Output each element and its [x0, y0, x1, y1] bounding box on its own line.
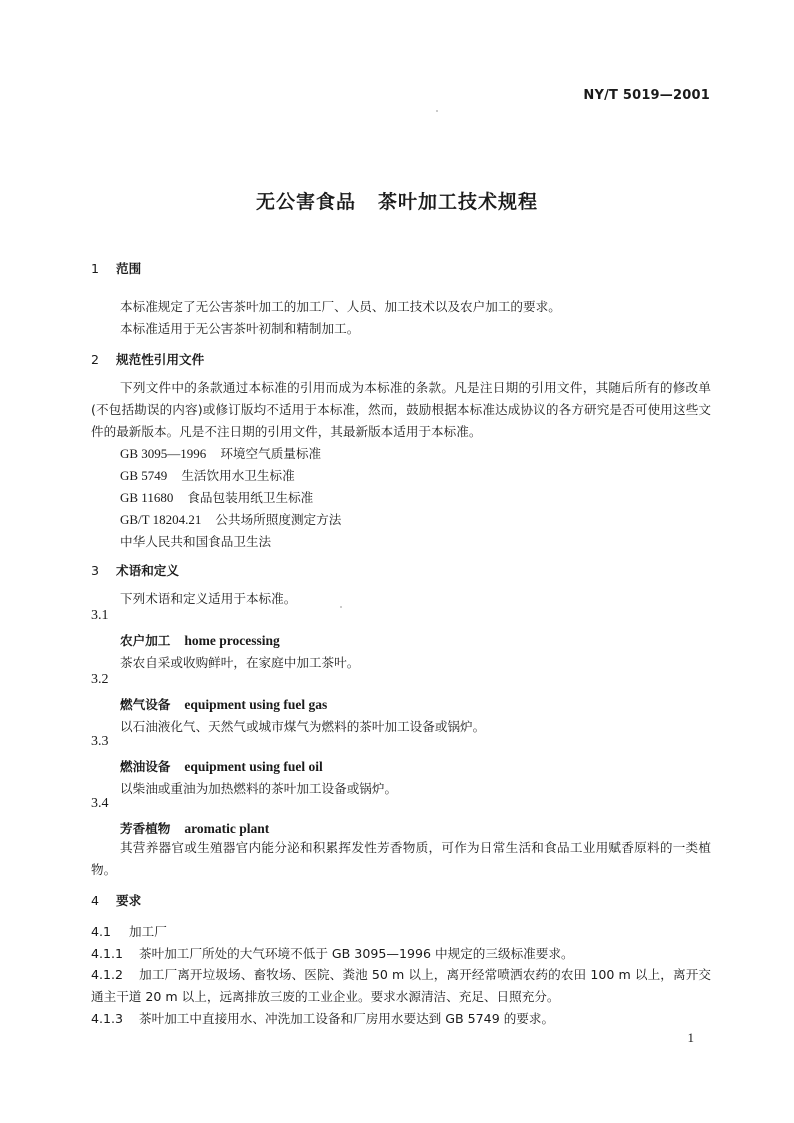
scan-speck [340, 606, 342, 608]
reference-item: 中华人民共和国食品卫生法 [120, 534, 272, 549]
reference-item: GB 3095—1996 环境空气质量标准 [120, 446, 322, 461]
section-3-intro: 下列术语和定义适用于本标准。 [120, 591, 297, 606]
page-number: 1 [687, 1030, 694, 1045]
section-4-heading: 4 要求 [91, 893, 142, 908]
term-heading: 燃油设备 equipment using fuel oil [120, 759, 323, 774]
clause-item: 4.1.2 加工厂离开垃圾场、畜牧场、医院、粪池 50 m 以上，离开经常喷洒农药的农田 100 m 以上，离开交通主干道 20 m 以上，远离排放三废的工业企业。要求水源清洁、充足、日照充分。 [91, 967, 711, 1004]
clause-item: 4.1.3 茶叶加工中直接用水、冲洗加工设备和厂房用水要达到 GB 5749 的要求。 [91, 1011, 555, 1026]
section-2-paragraph: 下列文件中的条款通过本标准的引用而成为本标准的条款。凡是注日期的引用文件，其随后所有的修改单(不包括勘误的内容)或修订版均不适用于本标准，然而，鼓励根据本标准达成协议的各方研究是否可使用这些文件的最新版本。凡是不注日期的引用文件，其最新版本适用于本标准。 [91, 380, 711, 439]
standard-number: NY/T 5019—2001 [583, 88, 710, 103]
document-title [0, 187, 794, 214]
term-definition: 以柴油或重油为加热燃料的茶叶加工设备或锅炉。 [120, 781, 398, 796]
term-heading: 芳香植物 aromatic plant [120, 821, 270, 836]
reference-item: GB 5749 生活饮用水卫生标准 [120, 468, 295, 483]
section-1-title: 范围 [116, 261, 142, 276]
reference-item: GB/T 18204.21 公共场所照度测定方法 [120, 512, 342, 527]
term-heading: 燃气设备 equipment using fuel gas [120, 697, 328, 712]
section-2-title: 规范性引用文件 [116, 352, 205, 367]
subsection-4-1-heading: 4.1 加工厂 [91, 924, 167, 939]
term-definition: 茶农自采或收购鲜叶，在家庭中加工茶叶。 [120, 655, 360, 670]
term-definition: 以石油液化气、天然气或城市煤气为燃料的茶叶加工设备或锅炉。 [120, 719, 486, 734]
section-4-title: 要求 [116, 893, 142, 908]
section-3-title: 术语和定义 [116, 563, 179, 578]
term-heading: 农户加工 home processing [120, 633, 280, 648]
section-1-heading: 1 范围 [91, 261, 142, 276]
term-definition: 其营养器官或生殖器官内能分泌和积累挥发性芳香物质，可作为日常生活和食品工业用赋香原料的一类植物。 [91, 840, 711, 877]
term-number: 3.2 [91, 672, 109, 687]
section-1-paragraph-1: 本标准规定了无公害茶叶加工的加工厂、人员、加工技术以及农户加工的要求。 [120, 299, 561, 314]
scan-speck [436, 110, 438, 112]
term-number: 3.3 [91, 734, 109, 749]
clause-item: 4.1.1 茶叶加工厂所处的大气环境不低于 GB 3095—1996 中规定的三级标准要求。 [91, 946, 574, 961]
term-number: 3.1 [91, 608, 109, 623]
reference-item: GB 11680 食品包装用纸卫生标准 [120, 490, 314, 505]
section-2-heading: 2 规范性引用文件 [91, 352, 205, 367]
section-3-heading: 3 术语和定义 [91, 563, 179, 578]
title-part2: 茶叶加工技术规程 [378, 191, 539, 213]
title-part1: 无公害食品 [255, 191, 356, 213]
section-1-paragraph-2: 本标准适用于无公害茶叶初制和精制加工。 [120, 321, 360, 336]
term-number: 3.4 [91, 796, 109, 811]
